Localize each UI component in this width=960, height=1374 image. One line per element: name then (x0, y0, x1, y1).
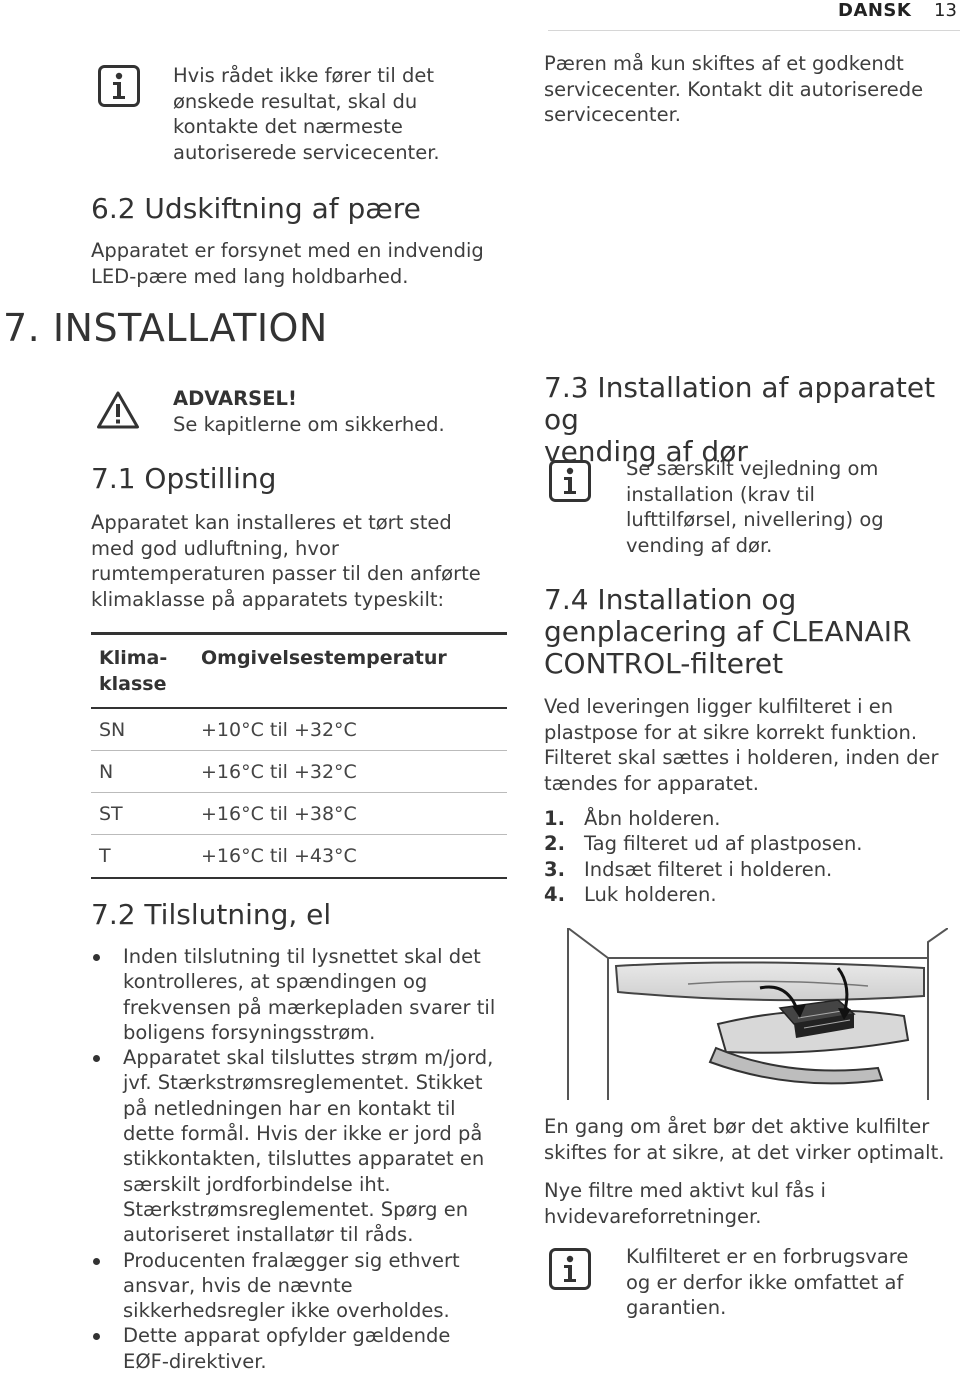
table-row (91, 708, 507, 750)
header-language: DANSK (838, 0, 912, 21)
list-item: Producenten fralægger sig ethvert ansvar, hvis de nævnte sikkerhedsregler ikke overholdes. (91, 1248, 511, 1324)
bullet-icon (93, 954, 100, 961)
info-icon (549, 460, 591, 502)
section-body-7-4: Ved leveringen ligger kulfilteret i en plastpose for at sikre korrekt funktion. Filteret skal sættes i holderen, inden der tændes for apparatet. (544, 695, 939, 795)
header-divider (548, 30, 960, 31)
section-heading-6-2: 6.2 Udskiftning af pære (91, 192, 421, 225)
table-cell-temp: +16°C til +32°C (201, 760, 357, 783)
steps-list (544, 806, 863, 907)
warning-icon (96, 390, 140, 430)
info-note-text: Hvis rådet ikke fører til det ønskede resultat, skal du kontakte det nærmeste autoriserede servicecenter. (173, 64, 440, 164)
table-header-row (91, 634, 507, 709)
table-row (91, 750, 507, 792)
warning-text: Se kapitlerne om sikkerhed. (173, 412, 445, 436)
table-row (91, 834, 507, 878)
list-item: 4. Luk holderen. (544, 882, 717, 906)
bullet-icon (93, 1258, 100, 1265)
section-body-6-2: Apparatet er forsynet med en indvendig LED-pære med lang holdbarhed. (91, 239, 484, 288)
table-cell-class: SN (99, 719, 126, 741)
table-row (91, 792, 507, 834)
section-body-7-1: Apparatet kan installeres et tørt sted med god udluftning, hvor rumtemperaturen passer til den anførte klimaklasse på apparatets typeskilt: (91, 511, 481, 611)
table-cell-temp: +10°C til +32°C (201, 719, 357, 741)
section-heading-7-3: 7.3 Installation af apparatet og vending af dør (544, 371, 936, 468)
section-heading-7-1: 7.1 Opstilling (91, 462, 277, 495)
table-header-ambient-temp: Omgivelsestemperatur (201, 647, 447, 669)
climate-class-table (91, 632, 507, 879)
bullet-icon (93, 1333, 100, 1340)
table-cell-temp: +16°C til +38°C (201, 802, 357, 825)
table-cell-class: ST (99, 802, 123, 825)
bulb-replacement-text: Pæren må kun skiftes af et godkendt servicecenter. Kontakt dit autoriserede servicecenter. (544, 52, 924, 126)
table-cell-class: N (99, 760, 114, 783)
list-item: 1. Åbn holderen. (544, 807, 721, 830)
filter-replacement-text: En gang om året bør det aktive kulfilter skiftes for at sikre, at det virker optimalt. (544, 1115, 945, 1164)
warning-title: ADVARSEL! (173, 387, 297, 410)
list-item: 2. Tag filteret ud af plastposen. (544, 832, 863, 856)
table-cell-temp: +16°C til +43°C (201, 844, 357, 867)
info-icon (98, 65, 140, 107)
chapter-heading-7: 7. INSTALLATION (3, 306, 328, 350)
list-item: Apparatet skal tilsluttes strøm m/jord, jvf. Stærkstrømsreglementet. Stikket på netledningen har en kontakt til dette formål. Hvis der ikke er jord på stikkontakten, tilsluttes apparatet en særskilt jordforbindelse iht. Stærkstrømsreglementet. Spørg en autoriseret installatør til råds. (91, 1045, 511, 1247)
section-heading-7-2: 7.2 Tilslutning, el (91, 898, 332, 931)
section-heading-7-4: 7.4 Installation og genplacering af CLEANAIR CONTROL-filteret (544, 583, 912, 680)
table-cell-class: T (99, 844, 111, 867)
filter-holder-illustration (548, 928, 948, 1100)
list-item: Inden tilslutning til lysnettet skal det kontrolleres, at spændingen og frekvensen på mærkepladen svarer til boligens forsyningsstrøm. (91, 944, 511, 1045)
list-item: Dette apparat opfylder gældende EØF-direktiver. (91, 1323, 511, 1374)
bullet-list-electrical (91, 944, 511, 1374)
table-header-climate-class: Klima- klasse (99, 647, 168, 695)
info-icon (549, 1248, 591, 1290)
page-number: 13 (934, 0, 957, 21)
filter-purchase-text: Nye filtre med aktivt kul fås i hvidevareforretninger. (544, 1179, 826, 1228)
bullet-icon (93, 1055, 100, 1062)
list-item: 3. Indsæt filteret i holderen. (544, 857, 833, 881)
